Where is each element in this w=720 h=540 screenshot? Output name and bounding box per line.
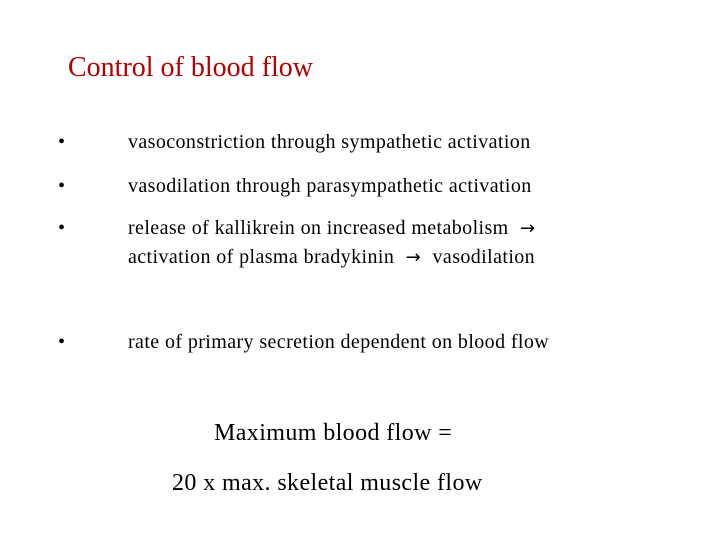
arrow-right-icon: → — [405, 247, 422, 268]
bullet-text-segment: release of kallikrein on increased metabolism — [128, 217, 509, 239]
slide-title: Control of blood flow — [68, 52, 313, 83]
arrow-right-icon: → — [520, 218, 536, 239]
bullet-marker: • — [58, 217, 66, 239]
summary-line-2: 20 x max. skeletal muscle flow — [172, 470, 483, 496]
bullet-text: vasodilation through parasympathetic activation — [128, 175, 532, 197]
bullet-text-segment: vasodilation — [432, 246, 536, 268]
bullet-text-line-1 — [128, 214, 542, 243]
summary-line-1: Maximum blood flow = — [214, 420, 453, 446]
bullet-marker: • — [58, 331, 66, 353]
bullet-marker: • — [58, 131, 66, 153]
bullet-text-segment: activation of plasma bradykinin — [128, 246, 395, 268]
bullet-text: rate of primary secretion dependent on blood flow — [128, 331, 550, 353]
bullet-text: vasoconstriction through sympathetic activation — [128, 131, 531, 153]
bullet-text — [128, 214, 542, 272]
bullet-marker: • — [58, 175, 66, 197]
bullet-text-line-2 — [128, 243, 542, 272]
